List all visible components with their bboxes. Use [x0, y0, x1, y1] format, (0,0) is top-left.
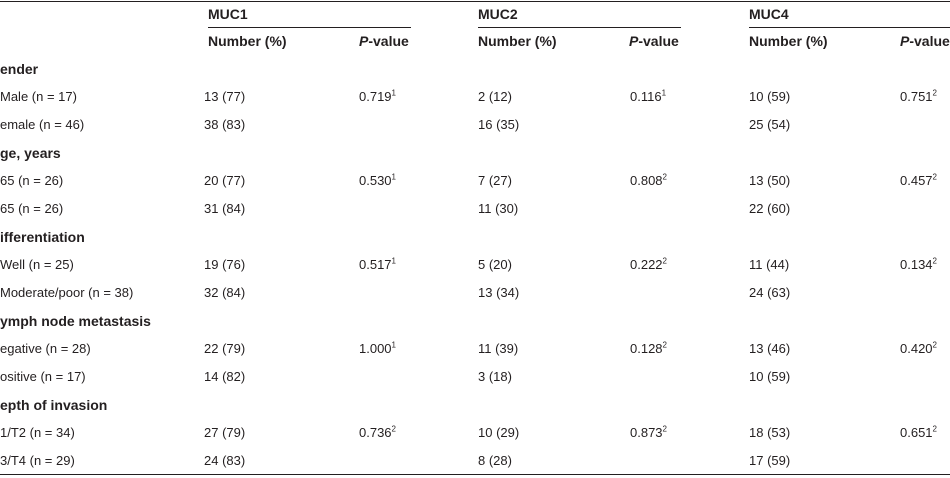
- cell-value: 0.116: [630, 89, 662, 104]
- muc2-n-cell: [478, 201, 518, 216]
- muc1-n-cell: [204, 117, 245, 132]
- cell-value: 0.808: [630, 173, 663, 188]
- cell-value: 10 (59): [749, 89, 791, 104]
- cell-value: 0.736: [359, 425, 392, 440]
- muc1-p-cell: [359, 257, 396, 272]
- cell-value: 19 (76): [204, 257, 246, 272]
- footnote-marker: 1: [391, 256, 396, 266]
- muc2-n-cell: [478, 173, 512, 188]
- footnote-marker: 2: [662, 340, 667, 350]
- cell-value: 32 (84): [204, 285, 246, 300]
- muc1-n-cell: [204, 369, 245, 384]
- section-label: ender: [0, 61, 39, 77]
- cell-value: 13 (77): [204, 89, 246, 104]
- section-label: ge, years: [0, 145, 61, 161]
- pvalue-italic: P: [900, 33, 910, 49]
- cell-value: 1.000: [359, 341, 392, 356]
- muc1-n-cell: [204, 341, 245, 356]
- footnote-marker: 1: [391, 88, 396, 98]
- cell-value: 13 (34): [478, 285, 520, 300]
- cell-value: 0.751: [900, 89, 933, 104]
- muc2-n-cell: [478, 89, 512, 104]
- muc4-n-cell: [749, 173, 790, 188]
- section-header-row: [0, 306, 950, 334]
- muc2-n-cell: [478, 369, 512, 384]
- footnote-marker: 1: [661, 88, 667, 98]
- cell-value: 0.134: [900, 257, 933, 272]
- muc4-n-cell: [749, 117, 790, 132]
- footnote-marker: 1: [391, 340, 396, 350]
- cell-value: 27 (79): [204, 425, 246, 440]
- section-header-row: [0, 222, 950, 250]
- footnote-marker: 2: [932, 88, 937, 98]
- table-row: [0, 110, 950, 138]
- table-top-rule: [0, 1, 950, 2]
- group-header-muc1: MUC1: [208, 6, 248, 22]
- cell-value: 13 (50): [749, 173, 791, 188]
- cell-value: 3 (18): [478, 369, 512, 384]
- cell-value: 13 (46): [749, 341, 791, 356]
- cell-value: 24 (83): [204, 453, 246, 468]
- cell-value: 7 (27): [478, 173, 512, 188]
- cell-value: 2 (12): [478, 89, 512, 104]
- footnote-marker: 2: [932, 424, 937, 434]
- cell-value: 0.719: [359, 89, 392, 104]
- muc4-p-cell: [900, 425, 937, 440]
- muc1-n-cell: [204, 425, 245, 440]
- table-bottom-rule: [0, 474, 950, 475]
- footnote-marker: 2: [932, 172, 937, 182]
- pvalue-suffix: -value: [909, 33, 950, 49]
- muc4-n-cell: [749, 369, 790, 384]
- muc2-p-cell: [630, 425, 667, 440]
- muc4-number-header: Number (%): [749, 33, 828, 49]
- cell-value: 0.530: [359, 173, 392, 188]
- muc2-n-cell: [478, 257, 512, 272]
- pvalue-italic: P: [359, 33, 369, 49]
- row-label: 3/T4 (n = 29): [0, 453, 75, 468]
- muc1-number-header: Number (%): [208, 33, 287, 49]
- section-header-row: [0, 54, 950, 82]
- muc1-n-cell: [204, 285, 245, 300]
- cell-value: 24 (63): [749, 285, 791, 300]
- row-label: 65 (n = 26): [0, 201, 64, 216]
- cell-value: 10 (29): [478, 425, 520, 440]
- row-label: ositive (n = 17): [0, 369, 86, 384]
- muc2-n-cell: [478, 425, 519, 440]
- muc4-n-cell: [749, 425, 790, 440]
- muc4-n-cell: [749, 201, 790, 216]
- muc1-p-cell: [359, 425, 396, 440]
- muc4-p-cell: [900, 257, 937, 272]
- cell-value: 0.873: [630, 425, 663, 440]
- row-label: egative (n = 28): [0, 341, 91, 356]
- muc1-p-cell: [359, 173, 396, 188]
- row-label: emale (n = 46): [0, 117, 85, 132]
- footnote-marker: 2: [662, 256, 667, 266]
- muc1-n-cell: [204, 453, 245, 468]
- muc2-pvalue-header: [629, 33, 679, 49]
- group-underline-muc4: [749, 27, 950, 28]
- muc1-n-cell: [204, 257, 245, 272]
- section-label: epth of invasion: [0, 397, 108, 413]
- cell-value: 8 (28): [478, 453, 512, 468]
- cell-value: 0.517: [359, 257, 392, 272]
- table-row: [0, 82, 950, 110]
- section-header-row: [0, 138, 950, 166]
- cell-value: 0.651: [900, 425, 933, 440]
- section-header-row: [0, 390, 950, 418]
- muc1-p-cell: [359, 341, 396, 356]
- row-label: 1/T2 (n = 34): [0, 425, 75, 440]
- table-row: [0, 166, 950, 194]
- muc2-n-cell: [478, 285, 519, 300]
- footnote-marker: 1: [391, 172, 396, 182]
- table-row: [0, 278, 950, 306]
- muc1-n-cell: [204, 89, 245, 104]
- muc2-p-cell: [630, 341, 667, 356]
- table-row: [0, 194, 950, 222]
- muc1-n-cell: [204, 173, 245, 188]
- cell-value: 14 (82): [204, 369, 246, 384]
- muc2-p-cell: [630, 173, 667, 188]
- muc4-pvalue-header: [900, 33, 950, 49]
- cell-value: 0.457: [900, 173, 933, 188]
- muc4-n-cell: [749, 453, 790, 468]
- table-row: [0, 250, 950, 278]
- muc1-pvalue-header: [359, 33, 409, 49]
- group-underline-muc2: [478, 27, 681, 28]
- cell-value: 0.222: [630, 257, 663, 272]
- cell-value: 11 (44): [749, 257, 790, 272]
- muc1-p-cell: [359, 89, 396, 104]
- cell-value: 18 (53): [749, 425, 791, 440]
- row-label: Male (n = 17): [0, 89, 77, 104]
- footnote-marker: 2: [662, 172, 667, 182]
- group-header-muc2: MUC2: [478, 6, 518, 22]
- muc4-p-cell: [900, 173, 937, 188]
- muc2-number-header: Number (%): [478, 33, 557, 49]
- muc4-p-cell: [900, 89, 937, 104]
- cell-value: 16 (35): [478, 117, 520, 132]
- section-label: ifferentiation: [0, 229, 85, 245]
- muc2-n-cell: [478, 341, 518, 356]
- footnote-marker: 2: [932, 340, 937, 350]
- muc1-n-cell: [204, 201, 245, 216]
- muc2-p-cell: [630, 257, 667, 272]
- table-row: [0, 418, 950, 446]
- cell-value: 25 (54): [749, 117, 791, 132]
- muc2-p-cell: [630, 89, 666, 104]
- cell-value: 31 (84): [204, 201, 246, 216]
- cell-value: 22 (60): [749, 201, 791, 216]
- cell-value: 5 (20): [478, 257, 512, 272]
- footnote-marker: 2: [662, 424, 667, 434]
- cell-value: 22 (79): [204, 341, 246, 356]
- muc4-n-cell: [749, 285, 790, 300]
- group-header-muc4: MUC4: [749, 6, 789, 22]
- muc4-n-cell: [749, 89, 790, 104]
- pvalue-suffix: -value: [638, 33, 679, 49]
- cell-value: 11 (39): [478, 341, 519, 356]
- pvalue-suffix: -value: [368, 33, 409, 49]
- muc2-n-cell: [478, 453, 512, 468]
- cell-value: 0.420: [900, 341, 933, 356]
- cell-value: 20 (77): [204, 173, 246, 188]
- row-label: 65 (n = 26): [0, 173, 64, 188]
- table-row: [0, 334, 950, 362]
- cell-value: 10 (59): [749, 369, 791, 384]
- muc4-p-cell: [900, 341, 937, 356]
- section-label: ymph node metastasis: [0, 313, 151, 329]
- muc2-n-cell: [478, 117, 519, 132]
- muc4-n-cell: [749, 257, 789, 272]
- cell-value: 0.128: [630, 341, 663, 356]
- group-underline-muc1: [208, 27, 411, 28]
- cell-value: 11 (30): [478, 201, 519, 216]
- cell-value: 17 (59): [749, 453, 791, 468]
- pvalue-italic: P: [629, 33, 639, 49]
- row-label: Well (n = 25): [0, 257, 74, 272]
- table-row: [0, 446, 950, 474]
- row-label: Moderate/poor (n = 38): [0, 285, 134, 300]
- muc4-n-cell: [749, 341, 790, 356]
- cell-value: 38 (83): [204, 117, 246, 132]
- footnote-marker: 2: [391, 424, 396, 434]
- footnote-marker: 2: [932, 256, 937, 266]
- table-row: [0, 362, 950, 390]
